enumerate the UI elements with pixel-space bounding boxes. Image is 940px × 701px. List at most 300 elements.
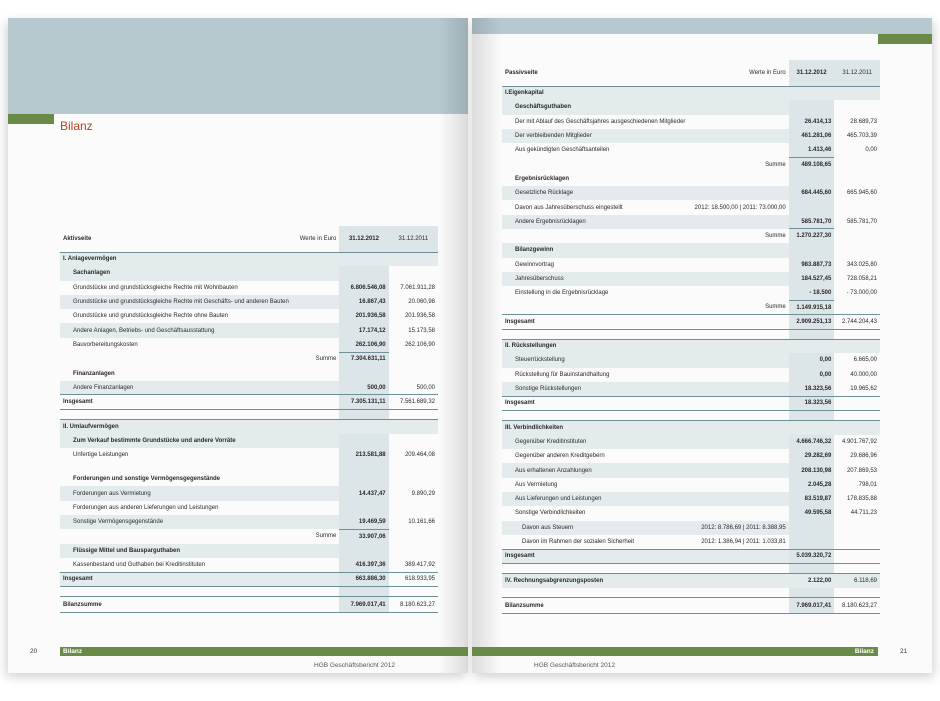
value-2012 [789,339,835,353]
row-note: Summe [315,533,337,540]
value-2011 [389,472,438,486]
row-note [688,598,788,614]
value-2012: 17.174,12 [339,323,388,337]
row-note [292,366,339,380]
row-note: 2012: 8.786,69 | 2011: 8.388,95 [688,521,788,535]
table-row [502,272,880,286]
row-label: Sonstige Rückstellungen [502,382,688,396]
row-label: Flüssige Mittel und Bausparguthaben [60,544,292,558]
page-title: Bilanz [60,119,93,133]
table-row [502,243,880,257]
row-label: Bilanzsumme [60,597,292,613]
row-label: Forderungen aus anderen Lieferungen und Leistungen [73,504,219,511]
row-note [292,252,339,266]
row-label: Der mit Ablauf des Geschäftsjahres ausgeschiedenen Mitglieder [515,118,686,125]
row-note [688,243,788,257]
row-label [502,300,688,314]
row-label: Aus gekündigten Geschäftsanteilen [515,147,610,154]
row-label [502,157,688,171]
row-note: 2012: 18.500,00 | 2011: 73.000,00 [694,204,786,211]
row-label: Gegenüber Kreditinstituten [502,435,688,449]
value-2012: 461.281,06 [789,129,835,143]
row-label: Insgesamt [60,572,292,586]
table-row [60,352,438,366]
value-2011: 201.936,58 [404,313,435,320]
value-2012 [339,409,388,419]
row-note [688,329,788,339]
row-label [502,588,688,598]
value-2012: 489.108,65 [789,157,835,171]
value-2011: 465.703,39 [846,133,877,140]
table-row [502,258,880,272]
row-note [292,434,339,448]
spacer-row [502,588,880,598]
value-2011: 19.965,62 [850,385,877,392]
value-2011: 4.901.767,92 [841,438,877,445]
row-label: Der verbleibenden Mitglieder [502,129,688,143]
table-row [502,286,880,300]
row-label: Sonstige Verbindlichkeiten [515,510,586,517]
value-2011 [389,529,438,543]
value-2012 [789,521,835,535]
value-2011 [834,172,880,186]
table-row [502,100,880,114]
row-label: Aus Lieferungen und Leistungen [502,492,688,506]
table-row [502,574,880,588]
table-row [60,381,438,395]
table-row [502,396,880,410]
row-label: Aus Vermietung [515,481,558,488]
value-2011 [834,421,880,435]
passivseite-table [502,60,880,614]
value-2012: 416.397,36 [339,558,388,572]
col-previous: 31.12.2011 [834,60,880,86]
row-note [292,544,339,558]
row-note [688,215,788,229]
row-label: Gewinnvortrag [515,261,555,268]
value-2012: 5.039.320,72 [789,549,835,563]
value-2011: 665.945,60 [846,190,877,197]
value-2012: 7.969.017,41 [339,597,388,613]
table-row [60,572,438,586]
value-2012 [789,200,835,214]
row-note [688,353,788,367]
row-note [292,419,339,433]
row-note: Summe [765,233,786,240]
value-2011 [834,521,880,535]
value-2012: 684.445,60 [789,186,835,200]
table-row [60,281,438,295]
left-page [8,18,468,673]
row-note [688,129,788,143]
row-label: Sachanlagen [60,266,292,280]
table-row [502,229,880,243]
row-label: Grundstücke und grundstücksgleiche Rechte mit Wohnbauten [73,284,238,291]
value-2011 [834,396,880,410]
page-number: 20 [30,648,38,655]
row-label: Steuerrückstellung [502,353,688,367]
value-2012: 201.936,58 [339,309,388,323]
row-label: Insgesamt [502,396,688,410]
accent-tab [878,34,932,44]
value-2011: 44.711,23 [850,510,877,517]
value-2011 [834,229,880,243]
table-row [502,478,880,492]
row-note [292,501,339,515]
col-current: 31.12.2012 [339,226,388,252]
table-row [60,323,438,337]
value-2012: 184.527,45 [789,272,835,286]
row-label: Aus erhaltenen Anzahlungen [502,463,688,477]
table-row [60,558,438,572]
spacer-row [502,411,880,421]
row-note [688,172,788,186]
value-2012: 4.666.746,32 [789,435,835,449]
value-2012: 7.305.131,11 [339,395,388,409]
table-row [502,115,880,129]
value-2012 [339,462,388,472]
row-note [688,368,788,382]
value-2011 [389,544,438,558]
table-row [60,366,438,380]
value-2012 [339,366,388,380]
row-label: Andere Anlagen, Betriebs- und Geschäftsausstattung [60,323,292,337]
value-2012: 19.469,59 [339,515,388,529]
gutter-shadow [472,18,502,673]
row-note [292,486,339,500]
gutter-shadow [438,18,468,673]
value-2012: 0,00 [789,353,835,367]
row-note [688,449,788,463]
value-2012 [789,564,835,574]
value-2011: 389.417,92 [404,561,435,568]
row-note [688,272,788,286]
value-2012 [339,266,388,280]
side-label: Passivseite [502,60,688,86]
row-note [292,597,339,613]
row-note [292,572,339,586]
row-note [292,409,339,419]
table-row [60,419,438,433]
row-label: III. Verbindlichkeiten [502,421,688,435]
row-label: Davon aus Steuern [502,521,688,535]
value-2012 [789,535,835,549]
value-2011 [834,411,880,421]
value-2012: 1.270.227,30 [789,229,835,243]
row-label: Insgesamt [502,315,688,329]
value-2011: 6.665,00 [853,357,877,364]
value-2011: 500,00 [416,384,435,391]
row-note [688,286,788,300]
value-2011: 40.000,00 [850,371,877,378]
row-note [688,421,788,435]
row-label [502,411,688,421]
value-2012: 262.106,90 [339,338,388,352]
row-note: Summe [315,356,337,363]
table-row [502,172,880,186]
table-row [502,449,880,463]
row-label [502,564,688,574]
value-2012 [339,501,388,515]
table-row [502,435,880,449]
value-2011: 8.180.623,27 [389,597,438,613]
page-number: 21 [900,648,908,655]
row-label: Unfertige Leistungen [73,452,129,458]
row-note [292,462,339,472]
row-label: I. Anlagevermögen [60,252,292,266]
value-2012: 16.867,43 [339,295,388,309]
row-label: I.Eigenkapital [502,86,688,100]
value-2012: 2.909.251,13 [789,315,835,329]
table-row [502,598,880,614]
value-2011 [389,352,438,366]
row-note [292,395,339,409]
value-2011 [389,434,438,448]
row-label: Forderungen aus Vermietung [60,486,292,500]
value-2011 [834,329,880,339]
value-2012 [789,588,835,598]
value-2012 [789,411,835,421]
value-2011: - 73.000,00 [846,290,877,297]
value-2012 [789,243,835,257]
row-note [688,258,788,272]
value-2011: 6.118,69 [834,574,880,588]
value-2011: 8.180.623,27 [834,598,880,614]
value-2011: 9.890,29 [411,490,435,497]
value-2012 [789,172,835,186]
row-note [688,478,788,492]
table-row [502,300,880,314]
row-note [688,564,788,574]
table-row [60,515,438,529]
row-label: Grundstücke und grundstücksgleiche Rechte ohne Bauten [73,313,229,320]
unit-label: Werte in Euro [292,226,339,252]
value-2011: 7.561.689,32 [389,395,438,409]
table-row [502,143,880,157]
value-2011 [389,501,438,515]
table-row [502,421,880,435]
row-label: IV. Rechnungsabgrenzungsposten [502,574,688,588]
spacer-row [60,587,438,597]
row-label: Bilanzgewinn [502,243,688,257]
row-label: II. Rückstellungen [502,339,688,353]
table-row [60,309,438,323]
row-label: Jahresüberschuss [502,272,688,286]
col-current: 31.12.2012 [789,60,835,86]
table-row [502,535,880,549]
table-row [502,463,880,477]
value-2012: 500,00 [339,381,388,395]
table-row [60,434,438,448]
row-note [688,396,788,410]
value-2011: 585.781,70 [846,218,877,225]
row-label [60,409,292,419]
value-2011 [389,462,438,472]
row-note: Summe [765,304,786,311]
row-note [292,338,339,352]
row-note [688,411,788,421]
spacer-row [60,409,438,419]
value-2012: 2.122,00 [789,574,835,588]
value-2012: 33.907,06 [339,529,388,543]
table-row [502,353,880,367]
row-label: Bauvorbereitungskosten [73,341,138,348]
row-label: Geschäftsguthaben [502,100,688,114]
value-2011: 0,00 [865,147,877,154]
value-2011 [389,366,438,380]
value-2012: 663.886,30 [339,572,388,586]
row-note [688,549,788,563]
table-row [60,252,438,266]
row-label: II. Umlaufvermögen [60,419,292,433]
table-row [60,395,438,409]
value-2012: 83.519,87 [789,492,835,506]
value-2012: 1.413,46 [789,143,835,157]
table-row [502,339,880,353]
row-note [688,435,788,449]
value-2012: 983.887,73 [789,258,835,272]
right-page [472,18,932,673]
table-row [502,382,880,396]
table-row [60,597,438,613]
row-label: Davon im Rahmen der sozialen Sicherheit [522,538,635,545]
value-2012 [339,472,388,486]
row-note [688,86,788,100]
row-label: Andere Finanzanlagen [60,381,292,395]
value-2012: 7.969.017,41 [789,598,835,614]
table-row [60,338,438,352]
header-band [8,18,468,114]
row-label: Davon aus Jahresüberschuss eingestellt [515,204,623,211]
value-2012 [339,419,388,433]
row-label: Zum Verkauf bestimmte Grundstücke und andere Vorräte [60,434,292,448]
spacer-row [502,329,880,339]
value-2011 [834,339,880,353]
value-2011 [834,549,880,563]
value-2011 [389,419,438,433]
value-2011 [834,157,880,171]
value-2011 [834,564,880,574]
value-2011 [389,266,438,280]
value-2012: 49.595,58 [789,506,835,520]
row-note [688,186,788,200]
row-label: Gesetzliche Rücklage [502,186,688,200]
row-note [688,588,788,598]
row-note [688,574,788,588]
value-2011: 20.060,98 [408,299,435,306]
row-note [292,558,339,572]
value-2011: 209.464,08 [404,452,435,458]
table-row [502,315,880,329]
value-2011: 207.869,53 [846,467,877,474]
row-note [292,448,339,462]
row-label: Ergebnisrücklagen [515,175,570,182]
value-2011: 10.161,66 [408,519,435,526]
value-2011 [389,252,438,266]
value-2011 [834,243,880,257]
row-label [60,529,292,543]
table-row [502,186,880,200]
value-2011: 262.106,90 [404,341,435,348]
value-2011 [834,200,880,214]
value-2012: 2.045,28 [789,478,835,492]
value-2011: 2.744.204,43 [834,315,880,329]
col-previous: 31.12.2011 [389,226,438,252]
table-row [502,492,880,506]
value-2012 [339,434,388,448]
table-row [502,521,880,535]
value-2012 [789,86,835,100]
spacer-row [60,462,438,472]
row-note [292,587,339,597]
value-2011 [389,587,438,597]
value-2012 [789,421,835,435]
value-2012: 29.282,69 [789,449,835,463]
row-label: Bilanzsumme [502,598,688,614]
row-note [292,295,339,309]
value-2011: 798,01 [858,481,877,488]
row-note [688,115,788,129]
row-note [688,463,788,477]
footer-text: HGB Geschäftsbericht 2012 [534,662,615,669]
value-2012: 26.414,13 [789,115,835,129]
value-2012: - 18.500 [789,286,835,300]
table-row [502,200,880,214]
accent-tab [8,114,54,124]
value-2011: 178.835,88 [846,496,877,503]
footer-text: HGB Geschäftsbericht 2012 [314,662,395,669]
spacer-row [502,564,880,574]
table-row [60,501,438,515]
row-note [688,315,788,329]
row-label [502,229,688,243]
row-note [688,339,788,353]
table-row [502,506,880,520]
table-row [502,215,880,229]
value-2012: 7.304.631,11 [339,352,388,366]
row-label [60,462,292,472]
row-label [60,352,292,366]
aktivseite-table [60,226,438,613]
table-row [60,266,438,280]
row-note: Summe [765,161,786,168]
row-label [502,329,688,339]
value-2012: 213.581,88 [339,448,388,462]
value-2011 [389,409,438,419]
footer-bar: Bilanz [472,647,878,656]
value-2012: 14.437,47 [339,486,388,500]
value-2012: 208.130,98 [789,463,835,477]
header-band [472,18,932,34]
row-label: Sonstige Vermögensgegenstände [60,515,292,529]
row-label: Rückstellung für Bauinstandhaltung [515,371,610,378]
row-label: Gegenüber anderen Kreditgebern [515,453,605,460]
value-2012: 0,00 [789,368,835,382]
row-note [292,266,339,280]
value-2012 [789,100,835,114]
row-note [292,515,339,529]
row-note [292,323,339,337]
row-label: Finanzanlagen [73,370,115,377]
table-row [502,549,880,563]
row-note [292,281,339,295]
row-note: 2012: 1.386,94 | 2011: 1.033,81 [701,538,786,545]
value-2011 [834,86,880,100]
table-row [60,448,438,462]
row-label [60,587,292,597]
value-2011 [834,588,880,598]
row-note [688,506,788,520]
